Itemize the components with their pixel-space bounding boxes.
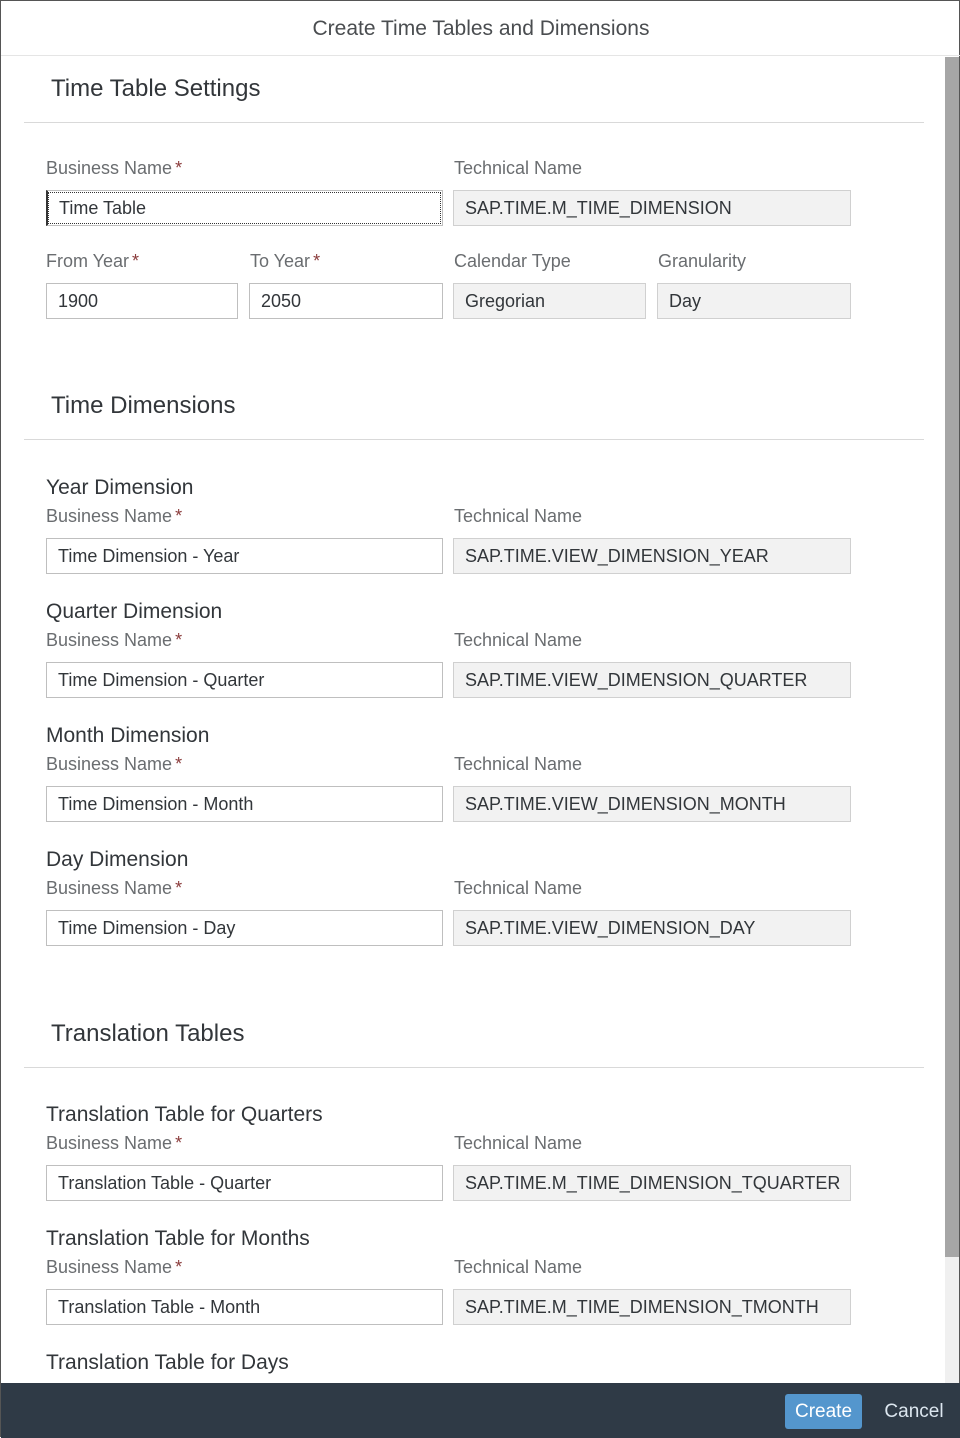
group-title: Year Dimension xyxy=(46,476,194,499)
technical-name-label: Technical Name xyxy=(454,878,583,898)
calendar-type-field: Gregorian xyxy=(453,283,646,319)
to-year-label: To Year * xyxy=(250,251,321,271)
group-title: Translation Table for Days xyxy=(46,1351,289,1374)
technical-name-input: SAP.TIME.M_TIME_DIMENSION_TMONTH xyxy=(453,1289,851,1325)
section-title-translations: Translation Tables xyxy=(51,1020,245,1047)
business-name-label: Business Name * xyxy=(46,630,183,650)
business-name-label: Business Name * xyxy=(46,754,183,774)
scrollbar-thumb[interactable] xyxy=(945,57,959,1257)
cancel-button[interactable]: Cancel xyxy=(884,1401,944,1422)
business-name-input[interactable]: Time Dimension - Quarter xyxy=(46,662,443,698)
to-year-input[interactable]: 2050 xyxy=(249,283,443,319)
business-name-input[interactable]: Time Dimension - Day xyxy=(46,910,443,946)
technical-name-input: SAP.TIME.VIEW_DIMENSION_YEAR xyxy=(453,538,851,574)
technical-name-input: SAP.TIME.VIEW_DIMENSION_MONTH xyxy=(453,786,851,822)
group-title: Quarter Dimension xyxy=(46,600,223,623)
technical-name-label: Technical Name xyxy=(454,1133,583,1153)
technical-name-input: SAP.TIME.M_TIME_DIMENSION_TQUARTER xyxy=(453,1165,851,1201)
business-name-label: Business Name * xyxy=(46,158,183,178)
business-name-label: Business Name * xyxy=(46,1257,183,1277)
divider xyxy=(24,1067,924,1068)
business-name-label: Business Name * xyxy=(46,878,183,898)
business-name-input[interactable]: Time Dimension - Month xyxy=(46,786,443,822)
technical-name-label: Technical Name xyxy=(454,158,583,178)
group-title: Day Dimension xyxy=(46,848,189,871)
create-button[interactable]: Create xyxy=(785,1394,862,1429)
business-name-input[interactable]: Translation Table - Quarter xyxy=(46,1165,443,1201)
granularity-label: Granularity xyxy=(658,251,747,271)
group-title: Translation Table for Quarters xyxy=(46,1103,323,1126)
granularity-field: Day xyxy=(657,283,851,319)
technical-name-label: Technical Name xyxy=(454,1257,583,1277)
technical-name-label: Technical Name xyxy=(454,506,583,526)
business-name-input[interactable]: Time Dimension - Year xyxy=(46,538,443,574)
technical-name-input: SAP.TIME.VIEW_DIMENSION_DAY xyxy=(453,910,851,946)
group-title: Month Dimension xyxy=(46,724,210,747)
divider xyxy=(24,122,924,123)
business-name-label: Business Name * xyxy=(46,1133,183,1153)
business-name-label: Business Name * xyxy=(46,506,183,526)
calendar-type-label: Calendar Type xyxy=(454,251,571,271)
dialog-title: Create Time Tables and Dimensions xyxy=(1,1,960,56)
group-title: Translation Table for Months xyxy=(46,1227,310,1250)
business-name-input[interactable]: Time Table xyxy=(46,190,443,226)
technical-name-label: Technical Name xyxy=(454,754,583,774)
from-year-label: From Year * xyxy=(46,251,140,271)
business-name-input[interactable]: Translation Table - Month xyxy=(46,1289,443,1325)
technical-name-input: SAP.TIME.M_TIME_DIMENSION xyxy=(453,190,851,226)
technical-name-label: Technical Name xyxy=(454,630,583,650)
divider xyxy=(24,439,924,440)
section-title-dimensions: Time Dimensions xyxy=(51,392,236,419)
technical-name-input: SAP.TIME.VIEW_DIMENSION_QUARTER xyxy=(453,662,851,698)
from-year-input[interactable]: 1900 xyxy=(46,283,238,319)
section-title-settings: Time Table Settings xyxy=(51,75,261,102)
